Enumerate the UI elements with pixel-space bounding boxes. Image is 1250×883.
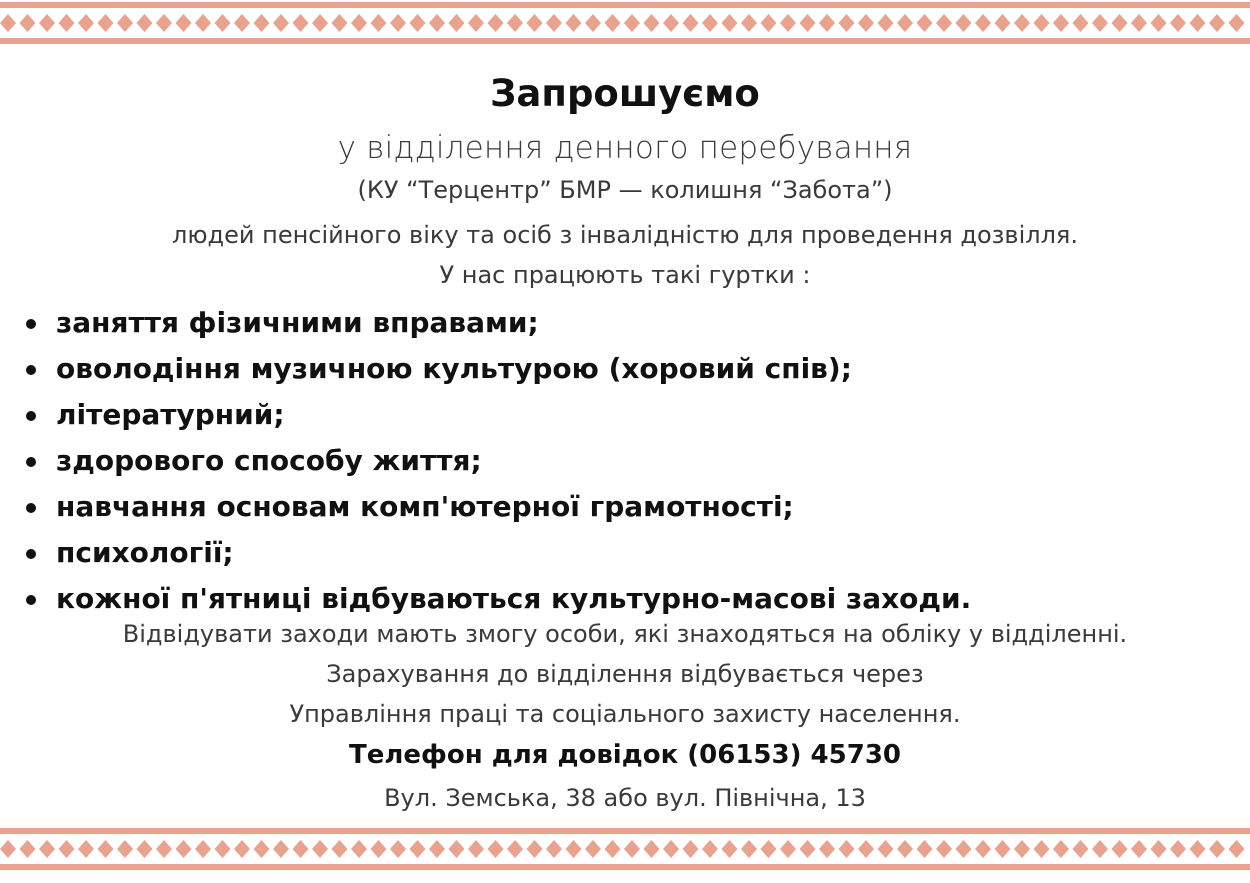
bullet-icon xyxy=(26,549,36,559)
attendance-note: Відвідувати заходи мають змогу особи, які знаходяться на обліку у відділенні. xyxy=(122,620,1128,648)
list-item-label: оволодіння музичною культурою (хоровий спів); xyxy=(56,352,852,385)
list-item-label: навчання основам комп'ютерної грамотності; xyxy=(56,490,794,523)
bullet-icon xyxy=(26,411,36,421)
enrollment-note: Зарахування до відділення відбувається через xyxy=(326,660,924,688)
diamond-pattern-icon xyxy=(0,0,1250,46)
bullet-icon xyxy=(26,365,36,375)
enrollment-authority: Управління праці та соціального захисту населення. xyxy=(289,700,961,728)
department-line: у відділення денного перебування xyxy=(337,130,913,166)
audience-line: людей пенсійного віку та осіб з інвалідністю для проведення дозвілля. xyxy=(172,221,1078,249)
address-info: Вул. Земська, 38 або вул. Північна, 13 xyxy=(384,784,866,812)
list-item-label: здорового способу життя; xyxy=(56,444,482,477)
top-ornament-border xyxy=(0,0,1250,46)
list-item-label: психології; xyxy=(56,536,234,569)
bullet-icon xyxy=(26,503,36,513)
list-item-label: літературний; xyxy=(56,398,285,431)
list-item xyxy=(26,438,971,484)
page-title: Запрошуємо xyxy=(490,72,760,115)
diamond-pattern-icon xyxy=(0,826,1250,872)
list-item xyxy=(26,300,971,346)
list-item xyxy=(26,392,971,438)
organization-line: (КУ “Терцентр” БМР — колишня “Забота”) xyxy=(357,176,893,204)
list-item xyxy=(26,530,971,576)
list-item-label: кожної п'ятниці відбуваються культурно-масові заходи. xyxy=(56,582,972,615)
bullet-icon xyxy=(26,319,36,329)
phone-info: Телефон для довідок (06153) 45730 xyxy=(348,740,902,770)
circles-intro: У нас працюють такі гуртки : xyxy=(439,261,811,289)
list-item xyxy=(26,484,971,530)
bottom-ornament-border xyxy=(0,826,1250,872)
bullet-icon xyxy=(26,595,36,605)
circles-list xyxy=(26,300,971,622)
list-item-label: заняття фізичними вправами; xyxy=(56,306,539,339)
bullet-icon xyxy=(26,457,36,467)
list-item xyxy=(26,576,971,622)
list-item xyxy=(26,346,971,392)
